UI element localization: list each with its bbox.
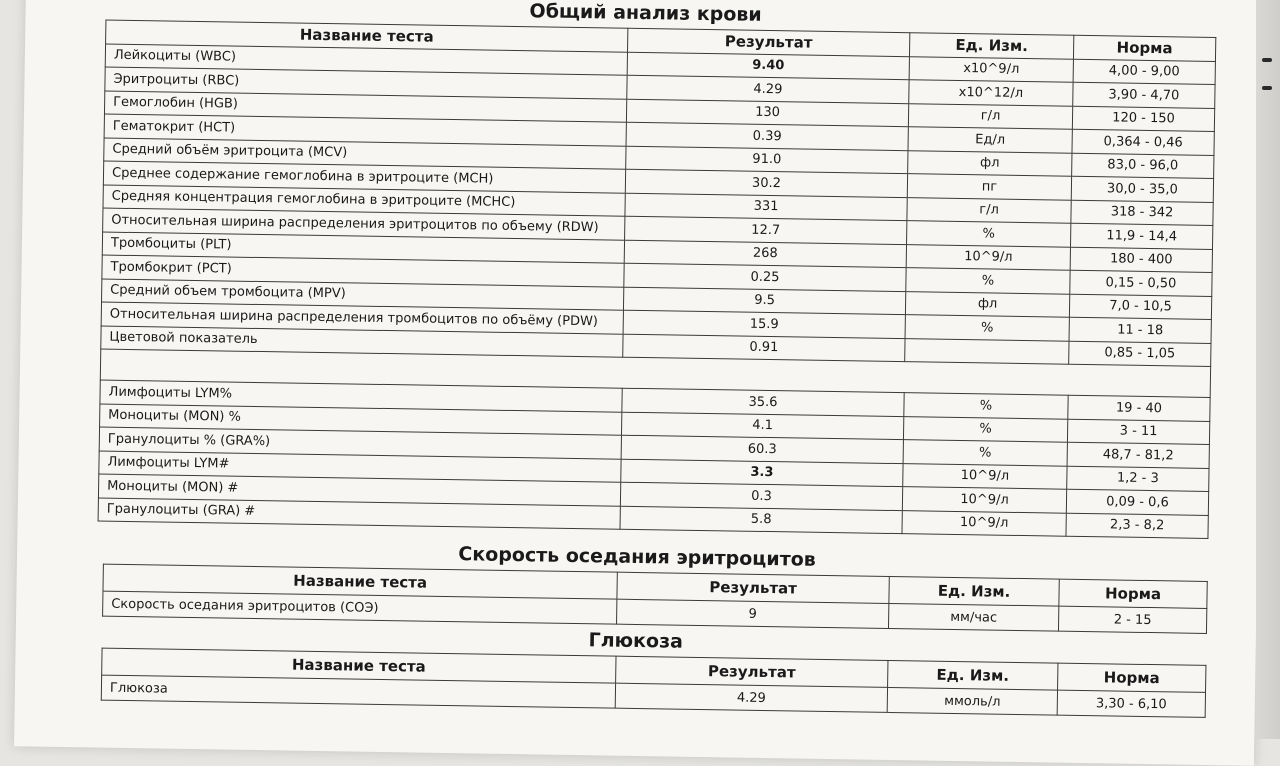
cbc-title: Общий анализ крови xyxy=(529,0,762,26)
test-name: Скорость оседания эритроцитов (СОЭ) xyxy=(103,591,617,624)
test-name: Гранулоциты (GRA) # xyxy=(98,498,620,530)
test-result: 60.3 xyxy=(621,435,903,463)
test-norm: 30,0 - 35,0 xyxy=(1071,176,1213,202)
cbc-table xyxy=(98,20,1217,539)
esr-table xyxy=(102,564,1208,634)
test-result: 3.3 xyxy=(621,459,903,487)
col-header-name: Название теста xyxy=(103,564,617,599)
test-result: 0.39 xyxy=(626,122,908,150)
test-result: 91.0 xyxy=(626,146,908,174)
test-unit: 10^9/л xyxy=(903,463,1067,489)
test-name: Средняя концентрация гемоглобина в эритроците (MCHC) xyxy=(103,185,625,217)
test-name: Лимфоциты LYM% xyxy=(100,380,622,412)
test-unit: % xyxy=(903,440,1067,466)
test-norm: 0,15 - 0,50 xyxy=(1070,270,1212,296)
test-name: Гемоглобин (HGB) xyxy=(104,91,626,123)
test-result: 268 xyxy=(624,240,906,268)
test-name: Моноциты (MON) % xyxy=(100,404,622,436)
test-norm: 2 - 15 xyxy=(1058,606,1206,633)
test-name: Среднее содержание гемоглобина в эритроците (MCH) xyxy=(103,161,625,193)
test-unit: % xyxy=(904,393,1068,419)
test-name: Относительная ширина распределения тромбоцитов по объёму (PDW) xyxy=(101,302,623,334)
test-unit: % xyxy=(903,416,1067,442)
test-norm: 0,85 - 1,05 xyxy=(1069,341,1211,367)
test-result: 9.5 xyxy=(623,287,905,315)
test-name: Гранулоциты % (GRA%) xyxy=(99,427,621,459)
glucose-title: Глюкоза xyxy=(588,629,684,653)
test-unit: ммоль/л xyxy=(887,687,1057,715)
test-unit: г/л xyxy=(908,103,1072,129)
test-norm: 3 - 11 xyxy=(1067,419,1209,445)
test-norm: 318 - 342 xyxy=(1071,200,1213,226)
test-norm: 3,90 - 4,70 xyxy=(1073,82,1215,108)
test-norm: 4,00 - 9,00 xyxy=(1073,59,1215,85)
test-result: 0.3 xyxy=(620,482,902,510)
test-unit: % xyxy=(907,221,1071,247)
test-norm: 0,364 - 0,46 xyxy=(1072,129,1214,155)
test-result: 0.91 xyxy=(623,334,905,362)
test-norm: 1,2 - 3 xyxy=(1067,466,1209,492)
test-result: 0.25 xyxy=(624,263,906,291)
test-norm: 11 - 18 xyxy=(1069,317,1211,343)
test-result: 4.29 xyxy=(615,683,887,712)
test-unit: пг xyxy=(907,174,1071,200)
test-unit: г/л xyxy=(907,197,1071,223)
test-result: 5.8 xyxy=(620,506,902,534)
test-unit: % xyxy=(905,315,1069,341)
col-header-result: Результат xyxy=(617,572,889,603)
esr-title: Скорость оседания эритроцитов xyxy=(458,543,816,571)
test-norm: 48,7 - 81,2 xyxy=(1067,442,1209,468)
test-result: 35.6 xyxy=(622,388,904,416)
test-name: Относительная ширина распределения эритроцитов по объему (RDW) xyxy=(103,208,625,240)
test-name: Тромбокрит (PCT) xyxy=(102,255,624,287)
test-unit xyxy=(905,338,1069,364)
test-name: Моноциты (MON) # xyxy=(98,474,620,506)
test-name: Эритроциты (RBC) xyxy=(105,67,627,99)
test-result: 9.40 xyxy=(627,52,909,80)
test-norm: 120 - 150 xyxy=(1072,106,1214,132)
lab-report-paper xyxy=(14,0,1266,766)
col-header-unit: Ед. Изм. xyxy=(889,576,1059,606)
test-unit: х10^9/л xyxy=(909,56,1073,82)
test-result: 331 xyxy=(625,193,907,221)
test-result: 130 xyxy=(626,99,908,127)
test-unit: 10^9/л xyxy=(906,244,1070,270)
col-header-name: Название теста xyxy=(102,648,616,683)
test-name: Цветовой показатель xyxy=(101,326,623,358)
test-norm: 83,0 - 96,0 xyxy=(1072,153,1214,179)
col-header-result: Результат xyxy=(616,656,888,687)
test-name: Лейкоциты (WBC) xyxy=(105,44,627,76)
test-norm: 11,9 - 14,4 xyxy=(1071,223,1213,249)
test-name: Тромбоциты (PLT) xyxy=(102,232,624,264)
test-name: Лимфоциты LYM# xyxy=(99,451,621,483)
col-header-name: Название теста xyxy=(106,20,628,52)
test-result: 12.7 xyxy=(625,216,907,244)
test-result: 9 xyxy=(617,599,889,628)
col-header-norm: Норма xyxy=(1058,663,1206,692)
test-result: 15.9 xyxy=(623,310,905,338)
test-unit: х10^12/л xyxy=(909,80,1073,106)
test-norm: 0,09 - 0,6 xyxy=(1066,489,1208,515)
glucose-table xyxy=(101,648,1207,718)
test-unit: фл xyxy=(905,291,1069,317)
test-result: 30.2 xyxy=(625,169,907,197)
test-name: Средний объём эритроцита (MCV) xyxy=(104,138,626,170)
background-edge xyxy=(1256,0,1280,739)
test-norm: 2,3 - 8,2 xyxy=(1066,513,1208,539)
col-header-result: Результат xyxy=(628,28,910,56)
test-name: Глюкоза xyxy=(101,675,615,708)
test-norm: 180 - 400 xyxy=(1070,247,1212,273)
test-unit: Ед/л xyxy=(908,127,1072,153)
col-header-unit: Ед. Изм. xyxy=(909,33,1073,59)
test-norm: 19 - 40 xyxy=(1068,395,1210,421)
test-unit: 10^9/л xyxy=(902,510,1066,536)
test-norm: 7,0 - 10,5 xyxy=(1069,294,1211,320)
col-header-norm: Норма xyxy=(1073,35,1215,61)
col-header-norm: Норма xyxy=(1059,579,1207,608)
test-unit: мм/час xyxy=(888,603,1058,631)
test-result: 4.29 xyxy=(627,75,909,103)
test-result: 4.1 xyxy=(621,412,903,440)
test-name: Средний объем тромбоцита (MPV) xyxy=(102,279,624,311)
test-unit: % xyxy=(906,268,1070,294)
test-name: Гематокрит (HCT) xyxy=(104,114,626,146)
col-header-unit: Ед. Изм. xyxy=(888,660,1058,690)
test-norm: 3,30 - 6,10 xyxy=(1057,690,1205,717)
test-unit: фл xyxy=(908,150,1072,176)
test-unit: 10^9/л xyxy=(902,487,1066,513)
